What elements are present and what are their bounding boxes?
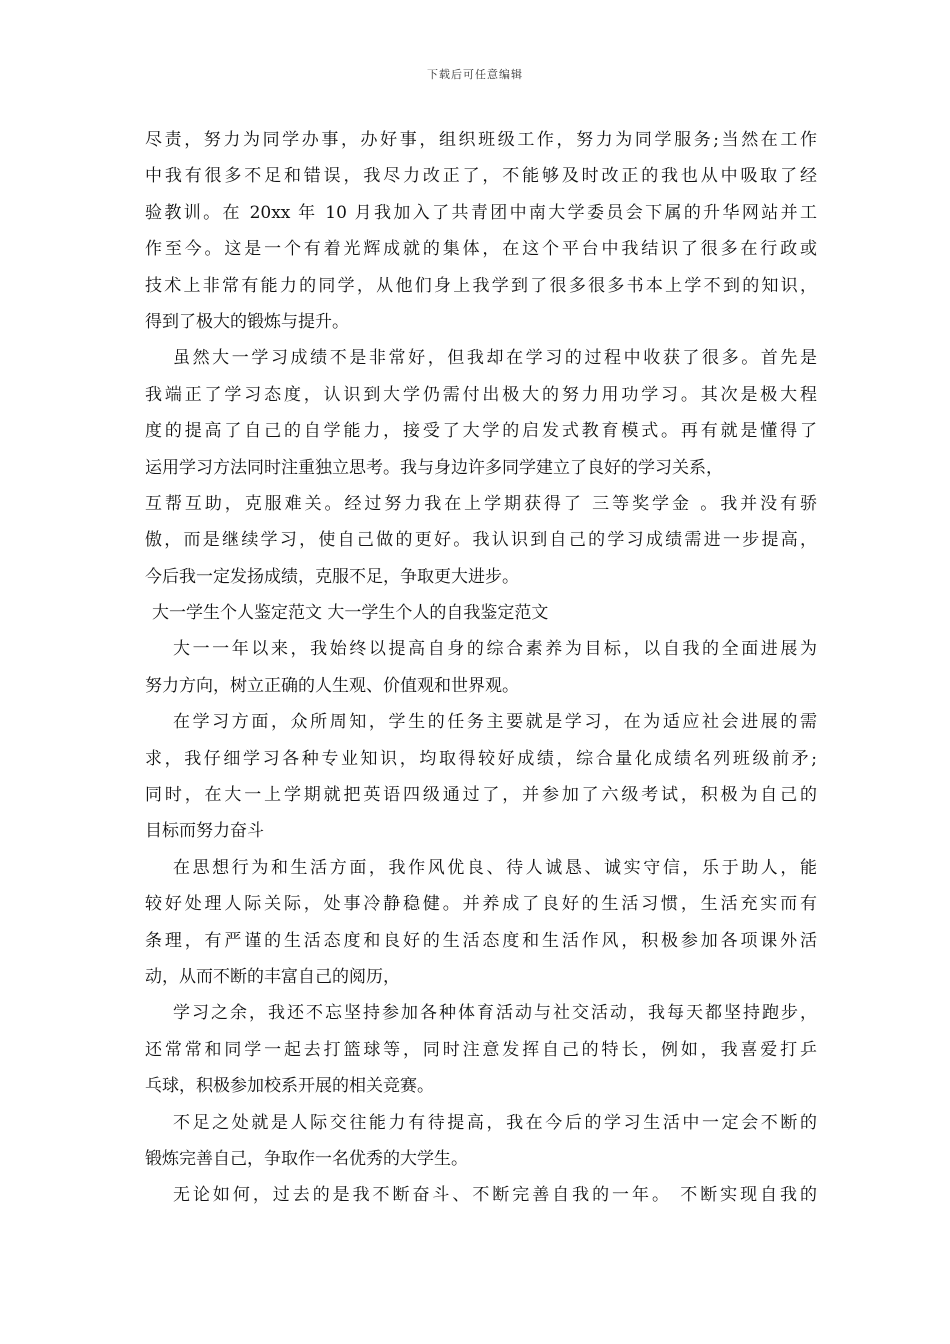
paragraph-first-line: 无论如何，过去的是我不断奋斗、不断完善自我的一年。 不断实现自我的: [173, 1185, 817, 1206]
text-line: 条理，有严谨的生活态度和良好的生活态度和生活作风，积极参加各项课外活: [145, 930, 817, 951]
text-line: 傲，而是继续学习，使自己做的更好。我认识到自己的学习成绩需进一步提高，: [145, 530, 817, 551]
text-line: 作至今。这是一个有着光辉成就的集体，在这个平台中我结识了很多在行政或: [145, 239, 817, 260]
text-line: 中我有很多不足和错误，我尽力改正了，不能够及时改正的我也从中吸取了经: [145, 166, 817, 187]
text-line: 动，从而不断的丰富自己的阅历，: [145, 966, 400, 987]
text-line: 求，我仔细学习各种专业知识，均取得较好成绩，综合量化成绩名列班级前矛;: [145, 748, 817, 769]
text-line: 较好处理人际关际，处事冷静稳健。并养成了良好的生活习惯，生活充实而有: [145, 894, 817, 915]
text-line: 尽责，努力为同学办事，办好事，组织班级工作，努力为同学服务;当然在工作: [145, 130, 817, 150]
document-body: [145, 122, 817, 1214]
section-heading: 大一学生个人鉴定范文 大一学生个人的自我鉴定范文: [152, 603, 549, 624]
text-line: 运用学习方法同时注重独立思考。我与身边许多同学建立了良好的学习关系，: [145, 457, 723, 478]
text-line: 努力方向，树立正确的人生观、价值观和世界观。: [145, 675, 519, 696]
paragraph-first-line: 在学习方面，众所周知，学生的任务主要就是学习，在为适应社会进展的需: [173, 712, 817, 733]
text-line: 度的提高了自己的自学能力，接受了大学的启发式教育模式。再有就是懂得了: [145, 421, 817, 442]
paragraph-first-line: 不足之处就是人际交往能力有待提高，我在今后的学习生活中一定会不断的: [173, 1112, 817, 1133]
text-line: 锻炼完善自己，争取作一名优秀的大学生。: [145, 1148, 468, 1169]
text-line: 乓球，积极参加校系开展的相关竞赛。: [145, 1076, 434, 1097]
text-line: 还常常和同学一起去打篮球等，同时注意发挥自己的特长，例如，我喜爱打乒: [145, 1039, 817, 1060]
paragraph-first-line: 在思想行为和生活方面，我作风优良、待人诚恳、诚实守信，乐于助人，能: [173, 857, 817, 878]
paragraph-first-line: 虽然大一学习成绩不是非常好，但我却在学习的过程中收获了很多。首先是: [173, 348, 817, 369]
text-line: 目标而努力奋斗: [145, 821, 264, 842]
text-line: 技术上非常有能力的同学，从他们身上我学到了很多很多书本上学不到的知识，: [145, 275, 817, 296]
text-line: 同时，在大一上学期就把英语四级通过了，并参加了六级考试，积极为自己的: [145, 785, 817, 806]
text-line: 互帮互助，克服难关。经过努力我在上学期获得了 三等奖学金 。我并没有骄: [145, 493, 817, 514]
text-line: 验教训。在 20xx 年 10 月我加入了共青团中南大学委员会下属的升华网站并工: [145, 202, 817, 223]
text-line: 今后我一定发扬成绩，克服不足，争取更大进步。: [145, 566, 519, 587]
text-line: 得到了极大的锻炼与提升。: [145, 311, 349, 332]
paragraph-first-line: 学习之余，我还不忘坚持参加各种体育活动与社交活动，我每天都坚持跑步，: [173, 1003, 817, 1024]
paragraph-first-line: 大一一年以来，我始终以提高自身的综合素养为目标，以自我的全面进展为: [173, 639, 817, 660]
text-line: 我端正了学习态度，认识到大学仍需付出极大的努力用功学习。其次是极大程: [145, 384, 817, 405]
header-note: 下载后可任意编辑: [427, 68, 523, 81]
